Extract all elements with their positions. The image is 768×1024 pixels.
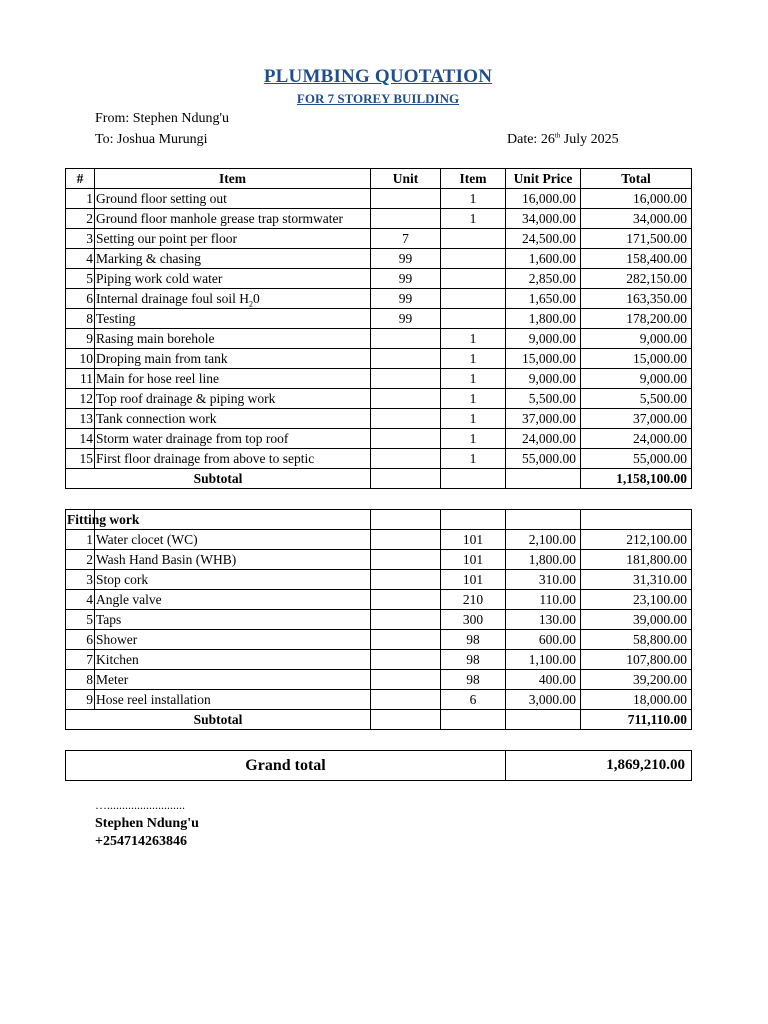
- row-unit-price: 15,000.00: [506, 349, 581, 369]
- row-total: 158,400.00: [581, 249, 692, 269]
- row-unit-price: 9,000.00: [506, 369, 581, 389]
- row-quantity: 1: [441, 349, 506, 369]
- row-total: 212,100.00: [581, 530, 692, 550]
- row-total: 9,000.00: [581, 369, 692, 389]
- row-unit: 7: [371, 229, 441, 249]
- row-unit: 99: [371, 309, 441, 329]
- grand-total-label: Grand total: [66, 751, 506, 781]
- row-quantity: [441, 269, 506, 289]
- row-quantity: 300: [441, 610, 506, 630]
- row-item: Wash Hand Basin (WHB): [95, 550, 371, 570]
- row-unit-price: 5,500.00: [506, 389, 581, 409]
- row-number: 14: [66, 429, 95, 449]
- row-unit: [371, 630, 441, 650]
- row-total: 9,000.00: [581, 329, 692, 349]
- from-line: From: Stephen Ndung'u: [95, 111, 229, 126]
- table-row: [66, 289, 692, 309]
- row-unit-price: 130.00: [506, 610, 581, 630]
- row-unit: [371, 610, 441, 630]
- row-total: 163,350.00: [581, 289, 692, 309]
- table-row: [66, 309, 692, 329]
- row-item: Angle valve: [95, 590, 371, 610]
- quotation-table-fitting: [65, 509, 692, 730]
- col-header-item: Item: [95, 169, 371, 189]
- row-total: 178,200.00: [581, 309, 692, 329]
- table-row: [66, 590, 692, 610]
- row-number: 6: [66, 289, 95, 309]
- document-subtitle: FOR 7 STOREY BUILDING: [296, 91, 460, 106]
- row-quantity: [441, 249, 506, 269]
- table-row: [66, 530, 692, 550]
- row-unit-price: 34,000.00: [506, 209, 581, 229]
- empty-cell: [371, 469, 441, 489]
- col-header-number: #: [66, 169, 95, 189]
- row-total: 107,800.00: [581, 650, 692, 670]
- row-unit: [371, 329, 441, 349]
- row-item: Tank connection work: [95, 409, 371, 429]
- to-line: To: Joshua Murungi: [95, 132, 208, 147]
- row-number: 1: [66, 189, 95, 209]
- date-ordinal: th: [554, 131, 561, 140]
- empty-cell: [441, 510, 506, 530]
- row-item: Shower: [95, 630, 371, 650]
- date-prefix: Date: 26: [507, 132, 555, 147]
- table-row: [66, 449, 692, 469]
- row-unit-price: 310.00: [506, 570, 581, 590]
- row-unit: [371, 650, 441, 670]
- table-row: [66, 369, 692, 389]
- row-quantity: 1: [441, 449, 506, 469]
- subtotal-row: [66, 710, 692, 730]
- row-item: Main for hose reel line: [95, 369, 371, 389]
- grand-total-table: [65, 750, 692, 781]
- subtotal-label: Subtotal: [66, 710, 371, 730]
- row-unit-price: 1,800.00: [506, 309, 581, 329]
- row-number: 2: [66, 550, 95, 570]
- row-item: Setting our point per floor: [95, 229, 371, 249]
- row-total: 18,000.00: [581, 690, 692, 710]
- row-quantity: 1: [441, 209, 506, 229]
- row-number: 4: [66, 590, 95, 610]
- row-total: 16,000.00: [581, 189, 692, 209]
- row-item-subscript: 2: [248, 299, 253, 309]
- row-total: 24,000.00: [581, 429, 692, 449]
- row-quantity: 1: [441, 429, 506, 449]
- row-unit: [371, 209, 441, 229]
- row-item: Marking & chasing: [95, 249, 371, 269]
- table-row: [66, 429, 692, 449]
- table-row: [66, 269, 692, 289]
- main-items-body: [66, 189, 692, 469]
- row-quantity: 6: [441, 690, 506, 710]
- row-unit-price: 24,000.00: [506, 429, 581, 449]
- row-item-tail: 0: [252, 291, 260, 306]
- row-total: 34,000.00: [581, 209, 692, 229]
- row-quantity: 98: [441, 650, 506, 670]
- empty-cell: [506, 710, 581, 730]
- row-item: Hose reel installation: [95, 690, 371, 710]
- grand-total-row: [66, 751, 692, 781]
- col-header-unit: Unit: [371, 169, 441, 189]
- row-number: 9: [66, 690, 95, 710]
- row-quantity: 210: [441, 590, 506, 610]
- table-row: [66, 229, 692, 249]
- row-quantity: 98: [441, 670, 506, 690]
- col-header-total: Total: [581, 169, 692, 189]
- row-unit-price: 600.00: [506, 630, 581, 650]
- row-number: 12: [66, 389, 95, 409]
- grand-total-value: 1,869,210.00: [506, 751, 692, 781]
- table-row: [66, 349, 692, 369]
- row-unit-price: 16,000.00: [506, 189, 581, 209]
- row-number: 5: [66, 269, 95, 289]
- row-quantity: 101: [441, 570, 506, 590]
- row-unit-price: 24,500.00: [506, 229, 581, 249]
- row-total: 55,000.00: [581, 449, 692, 469]
- row-number: 10: [66, 349, 95, 369]
- table-row: [66, 409, 692, 429]
- row-total: 171,500.00: [581, 229, 692, 249]
- row-unit: 99: [371, 289, 441, 309]
- row-unit: [371, 570, 441, 590]
- row-quantity: 1: [441, 409, 506, 429]
- col-header-quantity: Item: [441, 169, 506, 189]
- row-item-text: Internal drainage foul soil H: [96, 291, 249, 306]
- row-unit: 99: [371, 269, 441, 289]
- row-item: Rasing main borehole: [95, 329, 371, 349]
- row-total: 58,800.00: [581, 630, 692, 650]
- table-row: [66, 209, 692, 229]
- table-row: [66, 570, 692, 590]
- row-unit: [371, 530, 441, 550]
- subtotal-row: [66, 469, 692, 489]
- row-item: Piping work cold water: [95, 269, 371, 289]
- empty-cell: [441, 469, 506, 489]
- row-quantity: [441, 229, 506, 249]
- row-unit-price: 9,000.00: [506, 329, 581, 349]
- row-quantity: 101: [441, 530, 506, 550]
- row-unit-price: 55,000.00: [506, 449, 581, 469]
- row-number: 6: [66, 630, 95, 650]
- row-total: 39,200.00: [581, 670, 692, 690]
- row-unit: [371, 349, 441, 369]
- row-total: 5,500.00: [581, 389, 692, 409]
- row-number: 3: [66, 570, 95, 590]
- row-item: Ground floor setting out: [95, 189, 371, 209]
- section-header-row: [66, 510, 692, 530]
- row-unit: [371, 670, 441, 690]
- row-item: Testing: [95, 309, 371, 329]
- row-number: 8: [66, 670, 95, 690]
- row-unit: [371, 429, 441, 449]
- row-total: 31,310.00: [581, 570, 692, 590]
- row-item: Taps: [95, 610, 371, 630]
- row-total: 282,150.00: [581, 269, 692, 289]
- row-item: Droping main from tank: [95, 349, 371, 369]
- row-unit: [371, 409, 441, 429]
- row-unit: [371, 550, 441, 570]
- row-item: Meter: [95, 670, 371, 690]
- row-unit-price: 1,100.00: [506, 650, 581, 670]
- section-label-cell: [66, 510, 140, 530]
- row-total: 39,000.00: [581, 610, 692, 630]
- table-row: [66, 189, 692, 209]
- subtotal-label: Subtotal: [66, 469, 371, 489]
- table-row: [66, 389, 692, 409]
- subtotal-value: 1,158,100.00: [581, 469, 692, 489]
- row-unit: [371, 369, 441, 389]
- signatory-name: Stephen Ndung'u: [95, 816, 199, 831]
- row-unit: [371, 590, 441, 610]
- row-quantity: [441, 289, 506, 309]
- empty-cell: [441, 710, 506, 730]
- row-item: First floor drainage from above to septic: [95, 449, 371, 469]
- row-total: 181,800.00: [581, 550, 692, 570]
- row-number: 11: [66, 369, 95, 389]
- row-item: Kitchen: [95, 650, 371, 670]
- row-number: 7: [66, 650, 95, 670]
- row-unit: [371, 690, 441, 710]
- row-item: Top roof drainage & piping work: [95, 389, 371, 409]
- table-header-row: [66, 169, 692, 189]
- quotation-table-main: [65, 168, 692, 489]
- empty-cell: [371, 710, 441, 730]
- table-row: [66, 249, 692, 269]
- row-unit-price: 1,650.00: [506, 289, 581, 309]
- table-row: [66, 329, 692, 349]
- row-total: 15,000.00: [581, 349, 692, 369]
- row-unit-price: 400.00: [506, 670, 581, 690]
- subtotal-value: 711,110.00: [581, 710, 692, 730]
- row-number: 13: [66, 409, 95, 429]
- row-quantity: 98: [441, 630, 506, 650]
- row-unit-price: 3,000.00: [506, 690, 581, 710]
- document-title: PLUMBING QUOTATION: [263, 66, 493, 87]
- row-unit-price: 110.00: [506, 590, 581, 610]
- table-row: [66, 690, 692, 710]
- row-item: Stop cork: [95, 570, 371, 590]
- table-row: [66, 650, 692, 670]
- date-line: [507, 132, 619, 148]
- signature-line: …..........................: [95, 798, 185, 812]
- row-unit: [371, 389, 441, 409]
- row-number: 2: [66, 209, 95, 229]
- row-unit-price: 1,800.00: [506, 550, 581, 570]
- row-total: 23,100.00: [581, 590, 692, 610]
- row-unit-price: 37,000.00: [506, 409, 581, 429]
- table-row: [66, 630, 692, 650]
- row-quantity: [441, 309, 506, 329]
- row-quantity: 1: [441, 329, 506, 349]
- table-row: [66, 610, 692, 630]
- table-row: [66, 670, 692, 690]
- row-item: [95, 289, 371, 309]
- table-row: [66, 550, 692, 570]
- row-quantity: 101: [441, 550, 506, 570]
- row-unit-price: 2,100.00: [506, 530, 581, 550]
- row-unit: 99: [371, 249, 441, 269]
- empty-cell: [506, 469, 581, 489]
- row-number: 3: [66, 229, 95, 249]
- row-number: 9: [66, 329, 95, 349]
- section-label: Fitting work: [67, 512, 140, 527]
- fitting-items-body: [66, 530, 692, 710]
- date-suffix: July 2025: [560, 132, 619, 147]
- col-header-unit-price: Unit Price: [506, 169, 581, 189]
- row-number: 15: [66, 449, 95, 469]
- row-quantity: 1: [441, 189, 506, 209]
- row-number: 1: [66, 530, 95, 550]
- empty-cell: [581, 510, 692, 530]
- signatory-phone: +254714263846: [95, 834, 187, 849]
- empty-cell: [506, 510, 581, 530]
- row-item: Storm water drainage from top roof: [95, 429, 371, 449]
- empty-cell: [371, 510, 441, 530]
- row-unit: [371, 189, 441, 209]
- row-item: Water clocet (WC): [95, 530, 371, 550]
- row-unit: [371, 449, 441, 469]
- row-number: 8: [66, 309, 95, 329]
- row-item: Ground floor manhole grease trap stormwater: [95, 209, 371, 229]
- row-quantity: 1: [441, 369, 506, 389]
- row-total: 37,000.00: [581, 409, 692, 429]
- row-number: 5: [66, 610, 95, 630]
- row-unit-price: 2,850.00: [506, 269, 581, 289]
- row-quantity: 1: [441, 389, 506, 409]
- row-unit-price: 1,600.00: [506, 249, 581, 269]
- row-number: 4: [66, 249, 95, 269]
